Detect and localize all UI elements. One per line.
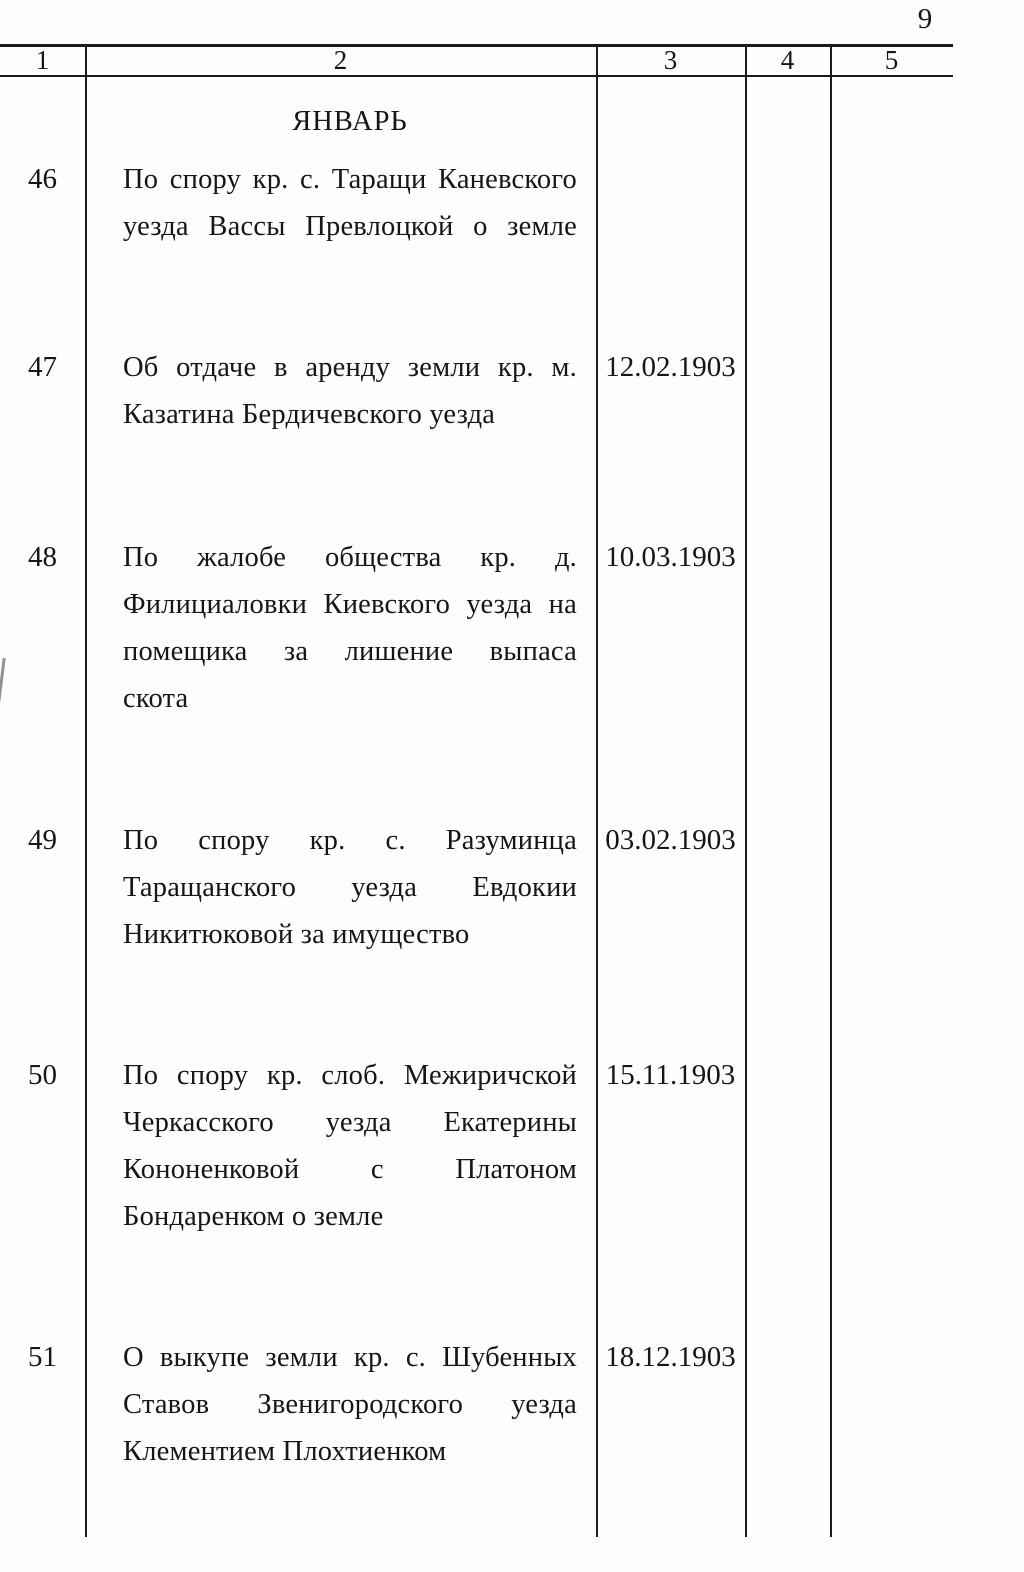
description-line: Кононенковой с Платоном (123, 1154, 577, 1185)
case-number: 50 (28, 1059, 57, 1091)
case-number: 47 (28, 351, 57, 383)
description-line: По спору кр. с. Разуминца (123, 825, 577, 856)
case-number: 49 (28, 824, 57, 856)
case-number: 51 (28, 1341, 57, 1373)
case-description (123, 817, 577, 958)
column-header-3: 3 (663, 45, 678, 75)
description-line: Таращанского уезда Евдокии (123, 872, 577, 903)
description-line: Черкасского уезда Екатерины (123, 1107, 577, 1138)
description-line: Филициаловки Киевского уезда на (123, 589, 577, 620)
description-line: скота (123, 683, 189, 714)
description-line: Бондаренком о земле (123, 1201, 384, 1232)
case-description (123, 534, 577, 722)
column-rule-4-5 (830, 45, 832, 1537)
description-line: По жалобе общества кр. д. (123, 542, 577, 573)
column-header-2: 2 (333, 45, 348, 75)
case-date: 12.02.1903 (605, 351, 736, 383)
description-line: По спору кр. с. Таращи Каневского (123, 164, 577, 195)
column-header-1: 1 (35, 45, 50, 75)
description-line: помещика за лишение выпаса (123, 636, 577, 667)
case-date: 03.02.1903 (605, 824, 736, 856)
case-date: 15.11.1903 (605, 1059, 736, 1091)
column-header-5: 5 (884, 45, 899, 75)
column-rule-3-4 (745, 45, 747, 1537)
description-line: О выкупе земли кр. с. Шубенных (123, 1342, 577, 1373)
case-date: 10.03.1903 (605, 541, 736, 573)
case-number: 46 (28, 163, 57, 195)
case-date: 18.12.1903 (605, 1341, 736, 1373)
column-rule-1-2 (85, 45, 87, 1537)
case-description (123, 1052, 577, 1240)
description-line: уезда Вассы Превлоцкой о земле (123, 211, 577, 242)
description-line: Никитюковой за имущество (123, 919, 470, 950)
case-number: 48 (28, 541, 57, 573)
column-header-4: 4 (780, 45, 795, 75)
description-line: По спору кр. слоб. Межиричской (123, 1060, 577, 1091)
case-description (123, 156, 577, 250)
column-rule-2-3 (596, 45, 598, 1537)
description-line: Ставов Звенигородского уезда (123, 1389, 577, 1420)
scan-artifact (0, 658, 6, 702)
description-line: Казатина Бердичевского уезда (123, 399, 496, 430)
case-description (123, 1334, 577, 1475)
page-number: 9 (917, 3, 933, 35)
case-description (123, 344, 577, 438)
header-bottom-rule (0, 75, 953, 77)
description-line: Об отдаче в аренду земли кр. м. (123, 352, 577, 383)
description-line: Клементием Плохтиенком (123, 1436, 447, 1467)
section-heading-month: ЯНВАРЬ (292, 106, 408, 137)
